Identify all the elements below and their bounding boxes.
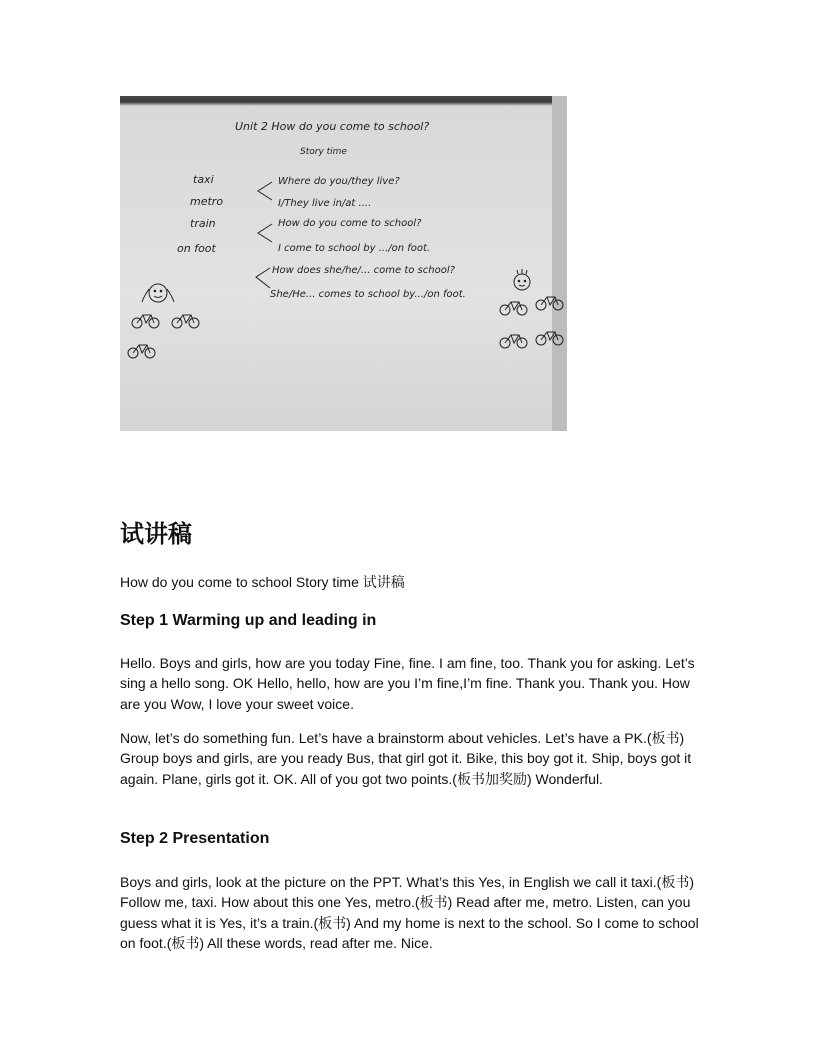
vocab-train: train [190,217,216,230]
board-drawing [120,96,567,431]
sentence-3: How do you come to school? [278,218,422,229]
vocab-on-foot: on foot [177,242,216,255]
document-subtitle: How do you come to school Story time 试讲稿 [120,574,405,590]
bracket-1 [258,182,272,200]
blackboard-photo [120,96,567,431]
sentence-2: I/They live in/at .... [278,198,372,209]
vocab-taxi: taxi [193,173,214,186]
sentence-5: How does she/he/... come to school? [272,265,455,276]
board-subtitle: Story time [300,147,347,157]
bracket-3 [256,268,270,288]
boy-face-icon [514,269,530,290]
sentence-6: She/He... comes to school by.../on foot. [270,289,466,300]
vocab-metro: metro [190,195,224,208]
sentence-1: Where do you/they live? [278,176,400,187]
bracket-2 [258,224,272,242]
girl-face-icon [142,284,174,302]
step2-title: Step 2 Presentation [120,830,270,847]
sentence-4: I come to school by .../on foot. [278,243,431,254]
step2-paragraph-1: Boys and girls, look at the picture on the PPT. What’s this Yes, in English we call it taxi.(板书) Follow me, taxi. How about this one Yes, metro.(板书) Read after me, metro. Listen, can you guess what it is Yes, it’s a train.(板书) And my home is next to the school. So I come to school on foot.(板书) All these words, read after me. Nice. [120,874,699,951]
board-edge [552,96,567,431]
step1-paragraph-2: Now, let’s do something fun. Let’s have a brainstorm about vehicles. Let’s have a PK.(板书) Group boys and girls, are you ready Bus, that girl got it. Bike, this boy got it. Ship, boys got it again. Plane, girls got it. OK. All of you got two points.(板书加奖励) Wonderful. [120,730,692,787]
board-title: Unit 2 How do you come to school? [235,120,430,133]
step1-paragraph-1: Hello. Boys and girls, how are you today Fine, fine. I am fine, too. Thank you for asking. Let’s sing a hello song. OK Hello, hello, how are you I’m fine,I’m fine. Thank you. Thank you. How are you Wow, I love your sweet voice. [120,655,695,712]
step1-title: Step 1 Warming up and leading in [120,612,377,629]
document-heading: 试讲稿 [120,520,192,548]
bicycle-icons [128,297,563,358]
